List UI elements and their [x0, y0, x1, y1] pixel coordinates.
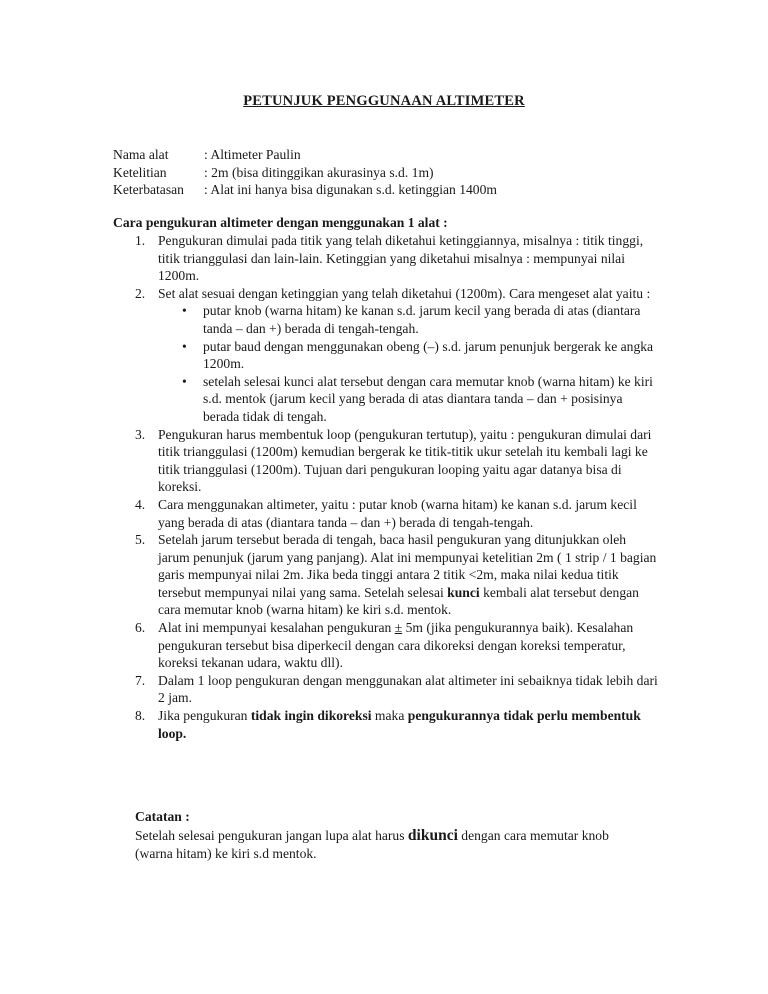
- notes-bold-text: dikunci: [407, 827, 458, 844]
- step-text: Jika pengukuran: [158, 708, 251, 724]
- notes-body: [135, 827, 635, 862]
- bullet-dot-icon: •: [182, 373, 187, 389]
- info-key: Ketelitian: [113, 164, 167, 180]
- step-number: 3.: [135, 426, 146, 442]
- bullet-text: setelah selesai kunci alat tersebut dengan cara memutar knob (warna hitam) ke kiri s.d. mentok (jarum kecil yang berada di atas diantara tanda – dan + posisinya berada tidak di tengah.: [203, 373, 653, 424]
- notes-text: dengan cara memutar knob (warna hitam) ke kiri s.d mentok.: [135, 828, 609, 861]
- step-item: [113, 619, 658, 672]
- step-text: Cara menggunakan altimeter, yaitu : putar knob (warna hitam) ke kanan s.d. jarum kecil yang berada di atas (diantara tanda – dan +) berada di tengah-tengah.: [158, 496, 637, 530]
- step-item: [113, 531, 658, 619]
- step-text: 5m (jika pengukurannya baik). Kesalahan pengukuran tersebut bisa diperkecil dengan cara dikoreksi dengan koreksi temperatur, koreksi tekanan udara, waktu dll).: [158, 620, 634, 671]
- step-number: 8.: [135, 708, 146, 724]
- step-number: 6.: [135, 620, 146, 636]
- step-bold-text: tidak ingin dikoreksi: [250, 708, 372, 724]
- info-table: [113, 146, 497, 199]
- step-text: Alat ini mempunyai kesalahan pengukuran: [158, 620, 395, 636]
- bullet-list: [158, 302, 658, 425]
- step-text: kembali alat tersebut dengan cara memutar knob (warna hitam) ke kiri s.d. mentok.: [158, 584, 639, 618]
- step-bold-text: kunci: [447, 584, 480, 600]
- bullet-dot-icon: •: [182, 303, 187, 319]
- bullet-item: [158, 302, 658, 337]
- step-number: 2.: [135, 285, 146, 301]
- info-value: : Alat ini hanya bisa digunakan s.d. ketinggian 1400m: [204, 182, 497, 197]
- info-key: Nama alat: [113, 147, 169, 162]
- step-number: 7.: [135, 672, 146, 688]
- step-text: Pengukuran dimulai pada titik yang telah diketahui ketinggiannya, misalnya : titik tinggi, titik trianggulasi dan lain-lain. Ketinggian yang diketahui misalnya : mempunyai nilai 1200m.: [158, 233, 644, 284]
- bullet-text: putar baud dengan menggunakan obeng (–) s.d. jarum penunjuk bergerak ke angka 1200m.: [203, 338, 654, 372]
- step-item: [113, 496, 658, 531]
- steps-list: [113, 232, 658, 742]
- step-item: [113, 285, 658, 426]
- step-text: Dalam 1 loop pengukuran dengan menggunakan alat altimeter ini sebaiknya tidak lebih dari 2 jam.: [158, 672, 658, 706]
- info-key: Keterbatasan: [113, 182, 184, 197]
- bullet-item: [158, 338, 658, 373]
- info-row: [113, 146, 497, 164]
- step-text: Pengukuran harus membentuk loop (pengukuran tertutup), yaitu : pengukuran dimulai dari titik trianggulasi (1200m) kemudian bergerak ke titik-titik ukur setelah itu kembali lagi ke titik trianggulasi (1200m). Tujuan dari pengukuran looping yaitu agar datanya bisa di koreksi.: [158, 426, 652, 495]
- notes-text: Setelah selesai pengukuran jangan lupa alat harus: [135, 828, 408, 843]
- step-text: Setelah jarum tersebut berada di tengah, baca hasil pengukuran yang ditunjukkan oleh jarum penunjuk (jarum yang panjang). Alat ini mempunyai ketelitian 2m ( 1 strip / 1 bagian garis mempunyai nilai 2m. Jika beda tinggi antara 2 titik <2m, maka nilai kedua titik tersebut mempunyai nilai yang sama. Setelah selesai: [158, 532, 657, 600]
- info-value: : Altimeter Paulin: [204, 147, 301, 162]
- step-number: 1.: [135, 233, 146, 248]
- step-number: 5.: [135, 532, 146, 548]
- notes-title: Catatan :: [135, 809, 190, 824]
- step-number: 4.: [135, 496, 146, 512]
- bullet-item: [158, 373, 658, 426]
- info-row: [113, 181, 497, 199]
- step-item: [113, 426, 658, 496]
- step-item: [113, 707, 658, 742]
- page-title: PETUNJUK PENGGUNAAN ALTIMETER: [243, 93, 525, 109]
- plus-minus-sign: ±: [394, 620, 403, 636]
- step-item: [113, 232, 658, 285]
- bullet-text: putar knob (warna hitam) ke kanan s.d. jarum kecil yang berada di atas (diantara tanda – dan +) berada di tengah-tengah.: [203, 303, 641, 336]
- bullet-dot-icon: •: [182, 338, 187, 354]
- info-row: [113, 164, 497, 182]
- step-text: Set alat sesuai dengan ketinggian yang telah diketahui (1200m). Cara mengeset alat yaitu :: [158, 285, 651, 301]
- step-item: [113, 672, 658, 707]
- step-bold-text: pengukurannya tidak perlu membentuk loop.: [158, 708, 641, 741]
- step-text: maka: [371, 708, 408, 724]
- section-heading: Cara pengukuran altimeter dengan menggunakan 1 alat :: [113, 215, 448, 230]
- info-value: : 2m (bisa ditinggikan akurasinya s.d. 1m): [204, 164, 434, 180]
